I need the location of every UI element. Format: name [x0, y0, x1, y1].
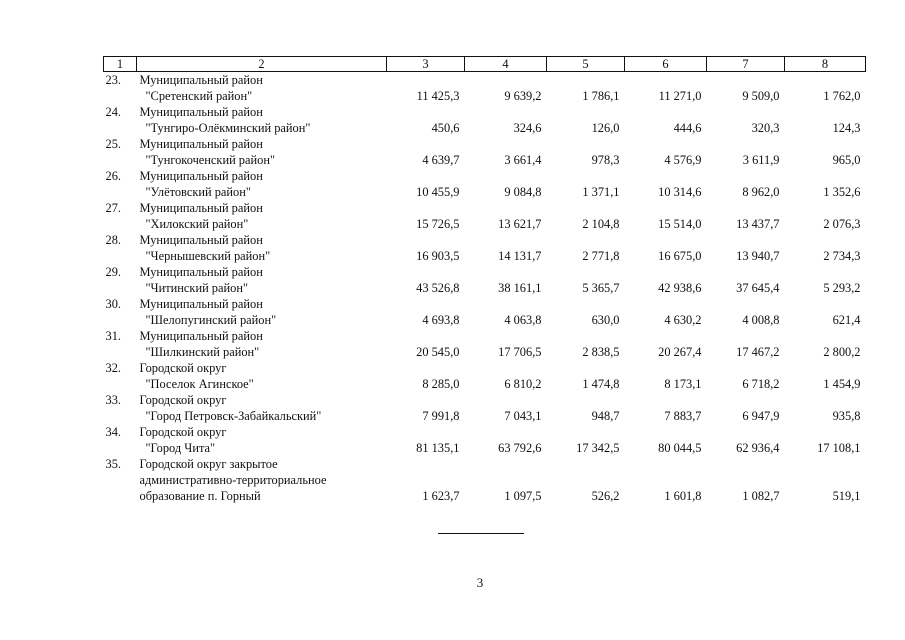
cell-col-4: 9 084,8 [504, 185, 542, 199]
cell-col-8: 519,1 [832, 489, 861, 503]
row-name [137, 104, 387, 136]
row-name [137, 296, 387, 328]
cell-col-7: 320,3 [751, 121, 780, 135]
cell-col-4: 9 639,2 [504, 89, 542, 103]
cell-col-6: 80 044,5 [658, 441, 702, 455]
cell-col-8: 2 734,3 [823, 249, 861, 263]
cell-col-6: 4 630,2 [664, 313, 702, 327]
row-name-line: Муниципальный район [139, 137, 263, 151]
cell-col-5: 978,3 [591, 153, 620, 167]
column-header-4: 4 [465, 57, 547, 72]
column-header-7: 7 [707, 57, 785, 72]
row-name-line: "Читинский район" [145, 281, 249, 295]
table-row [104, 136, 866, 168]
cell-col-7: 13 940,7 [736, 249, 780, 263]
cell-col-8: 1 352,6 [823, 185, 861, 199]
cell-col-6: 1 601,8 [664, 489, 702, 503]
cell-col-6: 4 576,9 [664, 153, 702, 167]
cell-col-8: 935,8 [832, 409, 861, 423]
row-name-line: Муниципальный район [139, 297, 263, 311]
table-header [104, 57, 866, 72]
cell-col-4: 63 792,6 [498, 441, 542, 455]
row-name-line: "Поселок Агинское" [145, 377, 254, 391]
row-name-line: "Шелопугинский район" [145, 313, 277, 327]
row-number-text: 26. [105, 169, 121, 183]
table-body [104, 72, 866, 505]
cell-col-5: 2 838,5 [582, 345, 620, 359]
cell-col-3: 4 639,7 [422, 153, 460, 167]
cell-col-4: 7 043,1 [504, 409, 542, 423]
cell-col-6: 7 883,7 [664, 409, 702, 423]
table-row [104, 104, 866, 136]
cell-col-8: 1 454,9 [823, 377, 861, 391]
cell-col-3: 10 455,9 [416, 185, 460, 199]
row-name [137, 360, 387, 392]
cell-col-3: 43 526,8 [416, 281, 460, 295]
cell-col-7: 62 936,4 [736, 441, 780, 455]
cell-col-7: 13 437,7 [736, 217, 780, 231]
table-row [104, 360, 866, 392]
row-name-line: "Тунгиро-Олёкминский район" [145, 121, 311, 135]
row-number-text: 27. [105, 201, 121, 215]
cell-col-7: 6 947,9 [742, 409, 780, 423]
cell-col-6: 42 938,6 [658, 281, 702, 295]
row-name [137, 424, 387, 456]
row-name-line: "Город Петровск-Забайкальский" [145, 409, 322, 423]
row-name-line: Муниципальный район [139, 233, 263, 247]
row-number [104, 264, 137, 296]
cell-col-4: 6 810,2 [504, 377, 542, 391]
cell-col-6: 11 271,0 [658, 89, 702, 103]
page-number: 3 [476, 575, 484, 590]
column-header-8: 8 [785, 57, 866, 72]
cell-col-5: 948,7 [591, 409, 620, 423]
cell-col-3: 7 991,8 [422, 409, 460, 423]
row-number-text: 28. [105, 233, 121, 247]
row-number-text: 23. [105, 73, 121, 87]
table-row [104, 264, 866, 296]
row-name [137, 168, 387, 200]
cell-col-5: 630,0 [591, 313, 620, 327]
cell-col-5: 2 104,8 [582, 217, 620, 231]
row-number-text: 29. [105, 265, 121, 279]
cell-col-4: 3 661,4 [504, 153, 542, 167]
row-name [137, 72, 387, 105]
row-name [137, 456, 387, 504]
cell-col-3: 20 545,0 [416, 345, 460, 359]
cell-col-5: 126,0 [591, 121, 620, 135]
column-header-5: 5 [547, 57, 625, 72]
cell-col-8: 2 800,2 [823, 345, 861, 359]
row-number [104, 104, 137, 136]
cell-col-4: 14 131,7 [498, 249, 542, 263]
cell-col-7: 9 509,0 [742, 89, 780, 103]
row-name [137, 328, 387, 360]
row-name-line: Муниципальный район [139, 105, 263, 119]
table-row [104, 72, 866, 105]
cell-col-5: 526,2 [591, 489, 620, 503]
cell-col-8: 1 762,0 [823, 89, 861, 103]
row-name-line: административно-территориальное [139, 473, 327, 487]
cell-col-6: 10 314,6 [658, 185, 702, 199]
row-number [104, 328, 137, 360]
cell-col-8: 621,4 [832, 313, 861, 327]
cell-col-3: 11 425,3 [416, 89, 460, 103]
row-number [104, 360, 137, 392]
row-number [104, 168, 137, 200]
table-row [104, 296, 866, 328]
table-row [104, 232, 866, 264]
row-name-line: "Чернышевский район" [145, 249, 271, 263]
row-name-line: Муниципальный район [139, 329, 263, 343]
cell-col-4: 38 161,1 [498, 281, 542, 295]
cell-col-3: 8 285,0 [422, 377, 460, 391]
row-name [137, 200, 387, 232]
cell-col-6: 15 514,0 [658, 217, 702, 231]
row-number [104, 72, 137, 105]
cell-col-5: 1 474,8 [582, 377, 620, 391]
row-number-text: 25. [105, 137, 121, 151]
cell-col-4: 4 063,8 [504, 313, 542, 327]
row-name [137, 232, 387, 264]
column-header-3: 3 [387, 57, 465, 72]
row-name-line: Муниципальный район [139, 201, 263, 215]
cell-col-7: 4 008,8 [742, 313, 780, 327]
row-name-line: образование п. Горный [139, 489, 261, 503]
cell-col-3: 81 135,1 [416, 441, 460, 455]
table-row [104, 168, 866, 200]
row-number-text: 32. [105, 361, 121, 375]
cell-col-3: 16 903,5 [416, 249, 460, 263]
row-number [104, 456, 137, 504]
row-number-text: 33. [105, 393, 121, 407]
cell-col-4: 13 621,7 [498, 217, 542, 231]
header-row [104, 57, 866, 72]
cell-col-6: 20 267,4 [658, 345, 702, 359]
cell-col-7: 6 718,2 [742, 377, 780, 391]
cell-col-8: 124,3 [832, 121, 861, 135]
table-row [104, 392, 866, 424]
row-name-line: "Шилкинский район" [145, 345, 260, 359]
cell-col-4: 1 097,5 [504, 489, 542, 503]
cell-col-7: 8 962,0 [742, 185, 780, 199]
row-name-line: Городской округ [139, 393, 227, 407]
cell-col-5: 17 342,5 [576, 441, 620, 455]
cell-col-5: 1 371,1 [582, 185, 620, 199]
cell-col-7: 37 645,4 [736, 281, 780, 295]
cell-col-3: 450,6 [431, 121, 460, 135]
cell-col-3: 15 726,5 [416, 217, 460, 231]
cell-col-8: 965,0 [832, 153, 861, 167]
cell-col-8: 17 108,1 [817, 441, 861, 455]
row-number-text: 24. [105, 105, 121, 119]
cell-col-4: 324,6 [513, 121, 542, 135]
cell-col-8: 5 293,2 [823, 281, 861, 295]
cell-col-6: 444,6 [673, 121, 702, 135]
row-name-line: Муниципальный район [139, 265, 263, 279]
data-table [103, 56, 866, 504]
table-row [104, 424, 866, 456]
row-name [137, 136, 387, 168]
row-number [104, 424, 137, 456]
row-name-line: "Улётовский район" [145, 185, 251, 199]
row-name-line: "Хилокский район" [145, 217, 249, 231]
cell-col-7: 3 611,9 [742, 153, 780, 167]
cell-col-8: 2 076,3 [823, 217, 861, 231]
row-number [104, 296, 137, 328]
row-number-text: 31. [105, 329, 121, 343]
row-name-line: Муниципальный район [139, 169, 263, 183]
column-header-2: 2 [137, 57, 387, 72]
row-name-line: "Город Чита" [145, 441, 216, 455]
table-row [104, 200, 866, 232]
cell-col-7: 17 467,2 [736, 345, 780, 359]
cell-col-3: 4 693,8 [422, 313, 460, 327]
column-header-1: 1 [104, 57, 137, 72]
row-name-line: Городской округ закрытое [139, 457, 278, 471]
column-header-6: 6 [625, 57, 707, 72]
row-number [104, 392, 137, 424]
cell-col-5: 1 786,1 [582, 89, 620, 103]
row-name [137, 264, 387, 296]
row-name-line: Городской округ [139, 425, 227, 439]
table-row [104, 328, 866, 360]
row-name-line: "Тунгокоченский район" [145, 153, 276, 167]
row-number [104, 200, 137, 232]
cell-col-5: 2 771,8 [582, 249, 620, 263]
row-number-text: 35. [105, 457, 121, 471]
cell-col-4: 17 706,5 [498, 345, 542, 359]
row-name [137, 392, 387, 424]
cell-col-6: 16 675,0 [658, 249, 702, 263]
cell-col-5: 5 365,7 [582, 281, 620, 295]
row-number-text: 30. [105, 297, 121, 311]
table-row [104, 456, 866, 504]
row-number [104, 232, 137, 264]
row-name-line: Городской округ [139, 361, 227, 375]
row-number-text: 34. [105, 425, 121, 439]
cell-col-6: 8 173,1 [664, 377, 702, 391]
row-number [104, 136, 137, 168]
row-name-line: "Сретенский район" [145, 89, 253, 103]
divider-line [438, 533, 524, 534]
cell-col-3: 1 623,7 [422, 489, 460, 503]
cell-col-7: 1 082,7 [742, 489, 780, 503]
row-name-line: Муниципальный район [139, 73, 263, 87]
